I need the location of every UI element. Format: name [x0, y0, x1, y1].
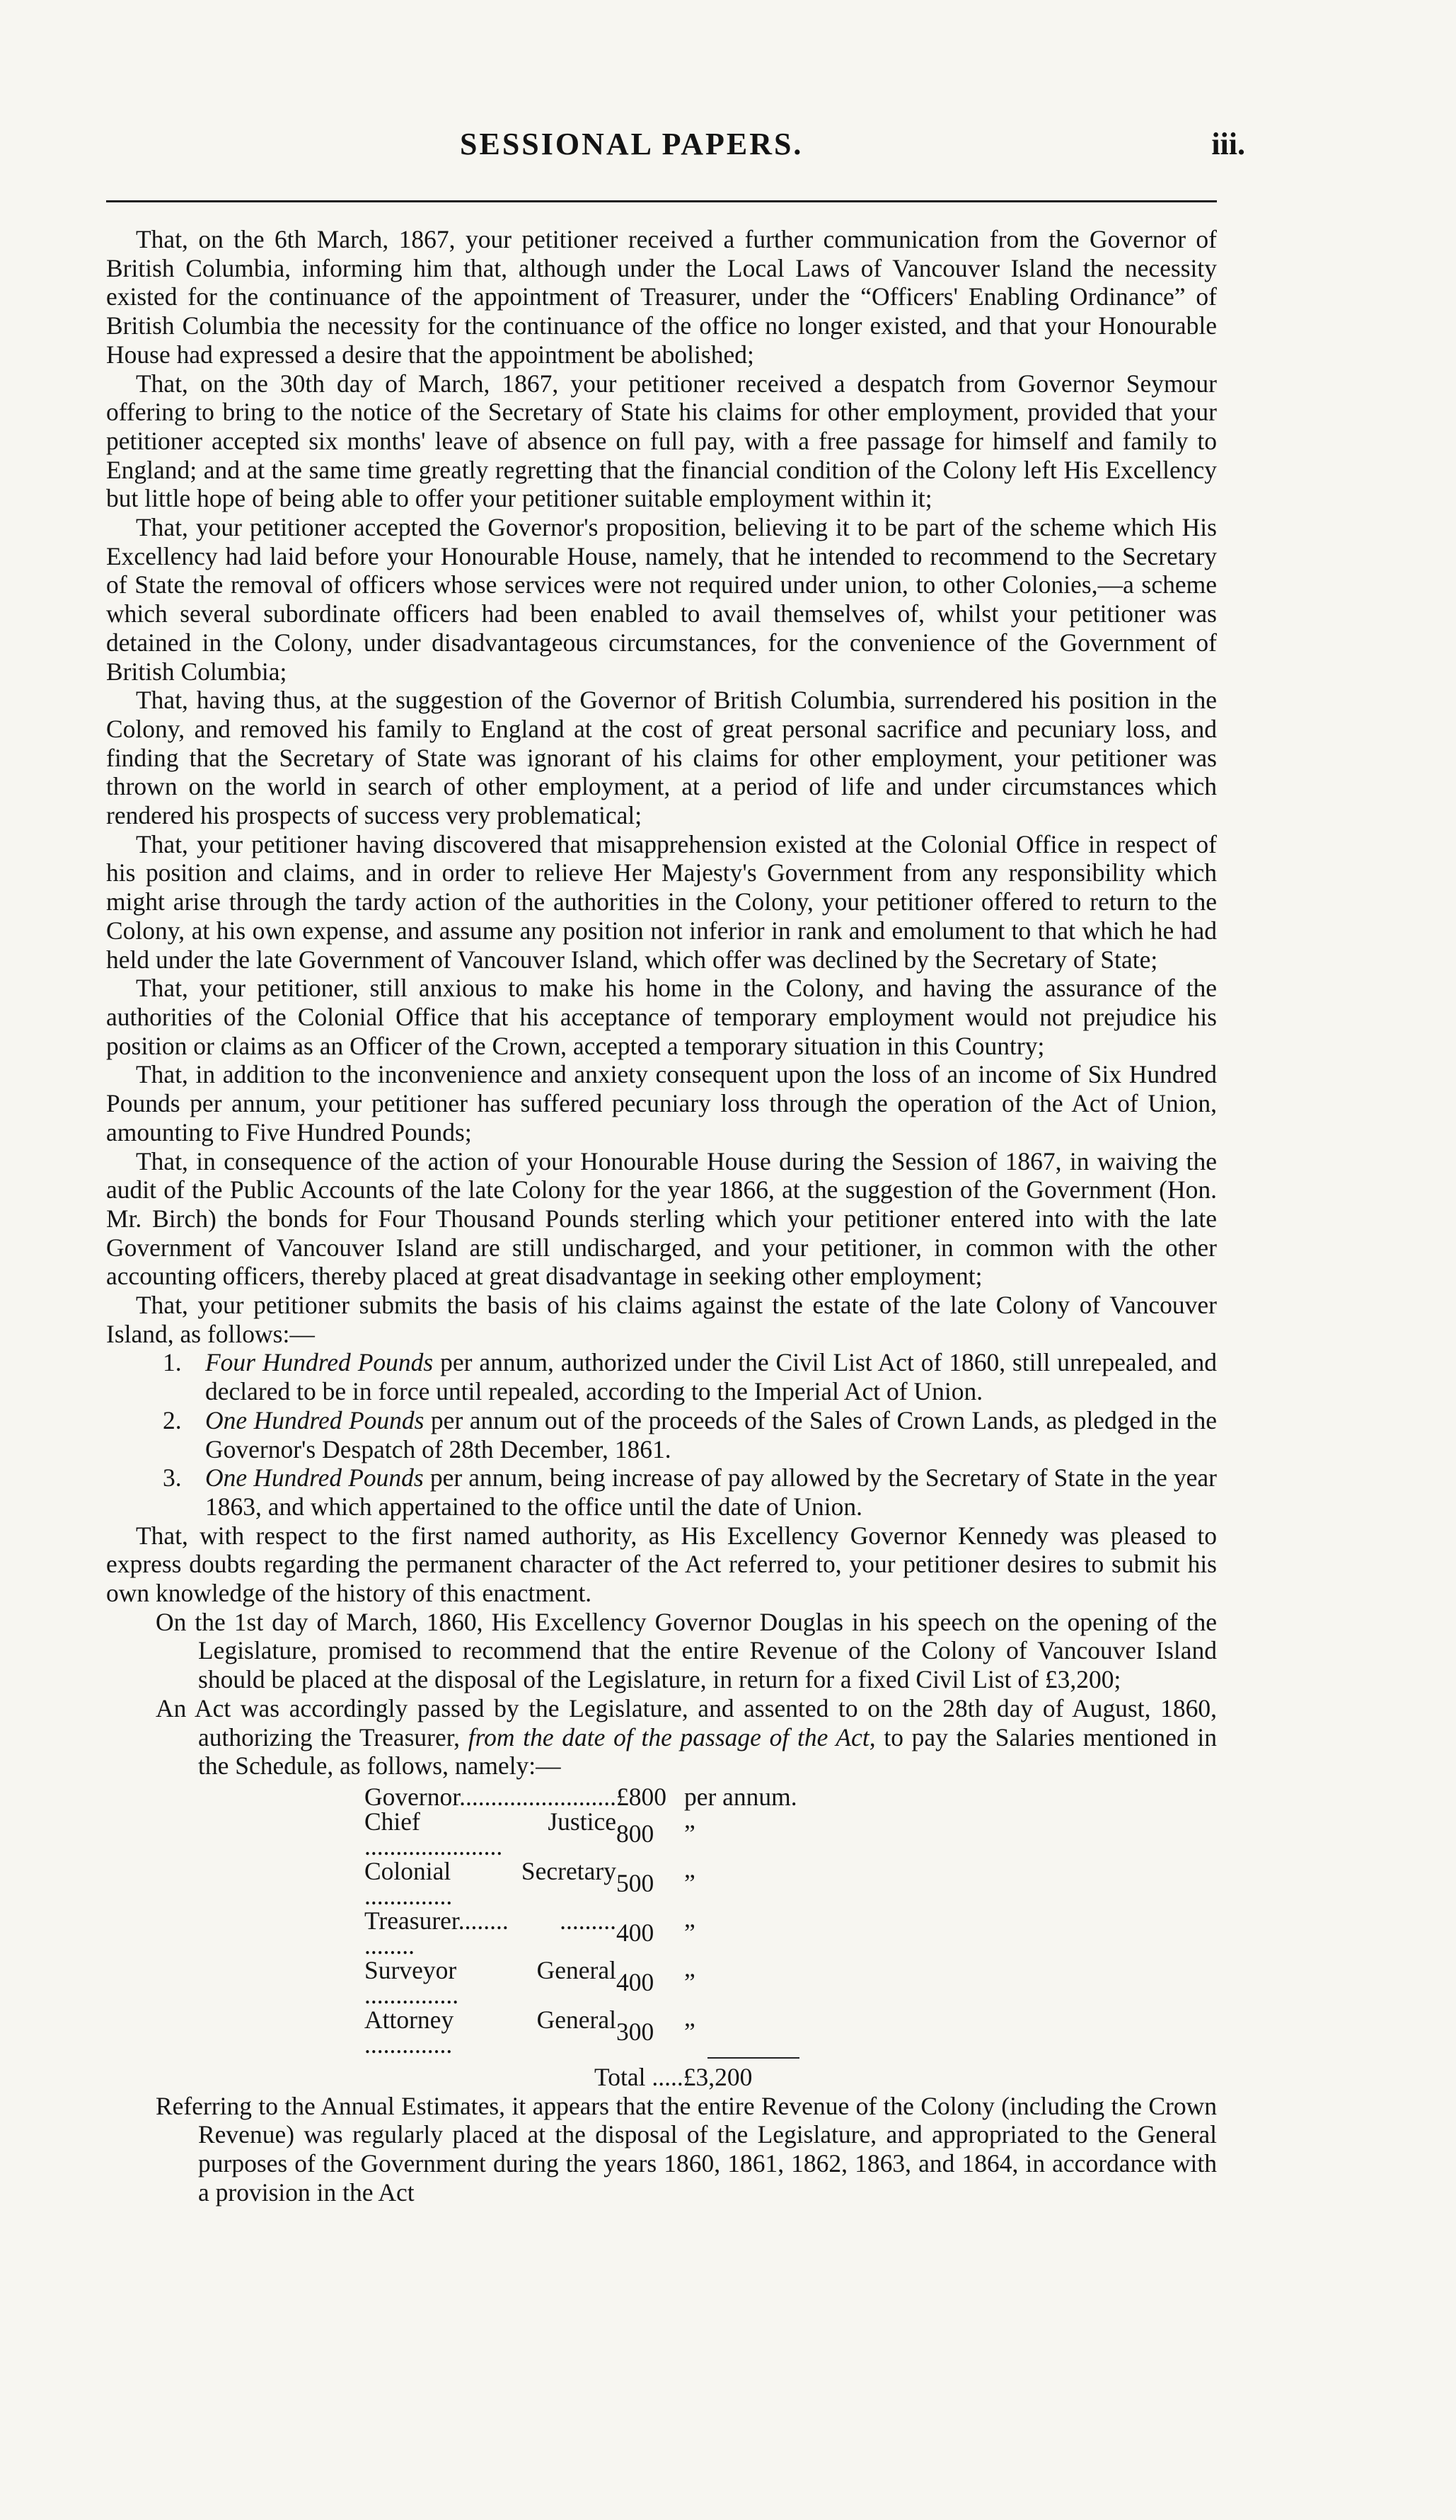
claim-text: per annum, authorized under the Civil List Act of 1860, still unrepealed, and declared to be in force until repealed, according to the Imperial Act of Union. — [205, 1348, 1217, 1406]
list-item — [106, 1348, 1217, 1405]
paragraph: That, your petitioner, still anxious to make his home in the Colony, and having the assurance of the authorities of the Colonial Office that his acceptance of temporary employment would not prejudice his position or claims as an Officer of the Crown, accepted a temporary situation in this Country; — [106, 974, 1217, 1060]
claim-lead: Four Hundred Pounds — [205, 1348, 434, 1377]
paragraph: That, on the 6th March, 1867, your petitioner received a further communication from the Governor of British Columbia, informing him that, although under the Local Laws of Vancouver Island the necessity existed for the continuance of the appointment of Treasurer, under the “Officers' Enabling Ordinance” of British Columbia the necessity for the continuance of the office no longer existed, and that your Honourable House had expressed a desire that the appointment be abolished; — [106, 225, 1217, 369]
salary-total: Total .....£3,200 — [594, 2062, 753, 2091]
list-item — [106, 1406, 1217, 1463]
page-number: iii. — [1211, 127, 1245, 161]
table-row — [364, 1785, 803, 1810]
header-rule — [106, 200, 1217, 202]
office-name: Surveyor General ............... — [364, 1955, 616, 2009]
claim-text: per annum out of the proceeds of the Sales of Crown Lands, as pledged in the Governor's Despatch of 28th December, 1861. — [205, 1405, 1217, 1463]
office-name: Treasurer........ ......... ........ — [364, 1906, 616, 1960]
office-name: Governor......................... — [364, 1782, 616, 1811]
list-number: 3. — [163, 1463, 182, 1492]
claim-text: per annum, being increase of pay allowed by the Secretary of State in the year 1863, and which appertained to the office until the date of Union. — [205, 1463, 1217, 1521]
paragraph: That, in addition to the inconvenience and anxiety consequent upon the loss of an income of Six Hundred Pounds per annum, your petitioner has suffered pecuniary loss through the operation of the Act of Union, amounting to Five Hundred Pounds; — [106, 1060, 1217, 1146]
table-row — [364, 1810, 803, 1859]
paragraph: That, your petitioner having discovered that misapprehension existed at the Colonial Office in respect of his position and claims, and in order to relieve Her Majesty's Government from any responsibility which might arise through the tardy action of the authorities in the Colony, your petitioner offered to return to the Colony, at his own expense, and assume any position not inferior in rank and emolument to that which he had held under the late Government of Vancouver Island, which offer was declined by the Secretary of State; — [106, 829, 1217, 974]
office-name: Chief Justice ...................... — [364, 1807, 616, 1860]
paragraph: That, your petitioner submits the basis of his claims against the estate of the late Colony of Vancouver Island, as follows:— — [106, 1291, 1217, 1348]
salary-unit: ” — [683, 1918, 695, 1947]
list-number: 1. — [163, 1348, 182, 1377]
total-rule — [707, 2057, 799, 2059]
salary-amount: 300 — [616, 2018, 654, 2047]
paragraph: That, with respect to the first named authority, as His Excellency Governor Kennedy was pleased to express doubts regarding the permanent character of the Act referred to, your petitioner desires to submit his own knowledge of the history of this enactment. — [106, 1521, 1217, 1608]
act-text-end: to pay the Salaries mentioned in the Schedule, as follows, namely:— — [198, 1722, 1217, 1780]
paragraph: That, on the 30th day of March, 1867, your petitioner received a despatch from Governor Seymour offering to bring to the notice of the Secretary of State his claims for other employment, provided that your petitioner accepted six months' leave of absence on full pay, with a free passage for himself and family to England; and at the same time greatly regretting that the financial condition of the Colony left His Excellency but little hope of being able to offer your petitioner suitable employment within it; — [106, 369, 1217, 513]
page-header — [198, 126, 1245, 168]
paragraph: That, your petitioner accepted the Governor's proposition, believing it to be part of the scheme which His Excellency had laid before your Honourable House, namely, that he intended to recommend to the Secretary of State the removal of officers whose services were not required under union, to other Colonies,—a scheme which several subordinate officers had been enabled to avail themselves of, whilst your petitioner was detained in the Colony, under disadvantageous circumstances, for the convenience of the Government of British Columbia; — [106, 513, 1217, 686]
claims-list — [106, 1348, 1217, 1521]
paragraph: On the 1st day of March, 1860, His Excellency Governor Douglas in his speech on the opening of the Legislature, promised to recommend that the entire Revenue of the Colony of Vancouver Island should be placed at the disposal of the Legislature, in return for a fixed Civil List of £3,200; — [156, 1607, 1217, 1694]
table-row — [364, 1909, 803, 1958]
salary-amount: 500 — [616, 1869, 654, 1898]
table-row — [364, 1859, 803, 1909]
paragraph: Referring to the Annual Estimates, it appears that the entire Revenue of the Colony (including the Crown Revenue) was regularly placed at the disposal of the Legislature, and appropriated to the General purposes of the Government during the years 1860, 1861, 1862, 1863, and 1864, in accordance with a provision in the Act — [156, 2091, 1217, 2207]
salary-amount: £800 — [616, 1782, 666, 1811]
office-name: Attorney General .............. — [364, 2005, 616, 2059]
salary-unit: ” — [683, 1819, 695, 1848]
salary-amount: 400 — [616, 1918, 654, 1947]
salary-unit: ” — [683, 1968, 695, 1997]
list-number: 2. — [163, 1405, 182, 1434]
list-item — [106, 1463, 1217, 1521]
salary-schedule — [364, 1782, 803, 2059]
table-row — [364, 2008, 803, 2057]
act-text: An Act was accordingly passed by the Legislature, and assented to on the 28th day of August, 1860, authorizing the Treasurer, — [156, 1693, 1217, 1751]
document-body — [106, 225, 1217, 2207]
table-row — [364, 1958, 803, 2008]
salary-amount: 400 — [616, 1968, 654, 1997]
paragraph: That, having thus, at the suggestion of the Governor of British Columbia, surrendered his position in the Colony, and removed his family to England at the cost of great personal sacrifice and pecuniary loss, and finding that the Secretary of State was ignorant of his claims for other employment, your petitioner was thrown on the world in search of other employment, at a period of life and under circumstances which rendered his prospects of success very problematical; — [106, 686, 1217, 830]
salary-unit: ” — [683, 1869, 695, 1898]
salary-unit: ” — [683, 2018, 695, 2047]
salary-amount: 800 — [616, 1819, 654, 1848]
salary-unit: per annum. — [683, 1782, 797, 1811]
paragraph: That, in consequence of the action of your Honourable House during the Session of 1867, in waiving the audit of the Public Accounts of the late Colony for the year 1866, at the suggestion of the Government (Hon. Mr. Birch) the bonds for Four Thousand Pounds sterling which your petitioner entered into with the late Government of Vancouver Island are still undischarged, and your petitioner, in common with the other accounting officers, thereby placed at great disadvantage in seeking other employment; — [106, 1146, 1217, 1291]
claim-lead: One Hundred Pounds — [205, 1405, 424, 1434]
running-title: SESSIONAL PAPERS. — [460, 127, 804, 161]
act-italic: from the date of the passage of the Act, — [468, 1722, 876, 1751]
paragraph — [106, 1694, 1217, 1780]
office-name: Colonial Secretary .............. — [364, 1856, 616, 1910]
claim-lead: One Hundred Pounds — [205, 1463, 424, 1492]
